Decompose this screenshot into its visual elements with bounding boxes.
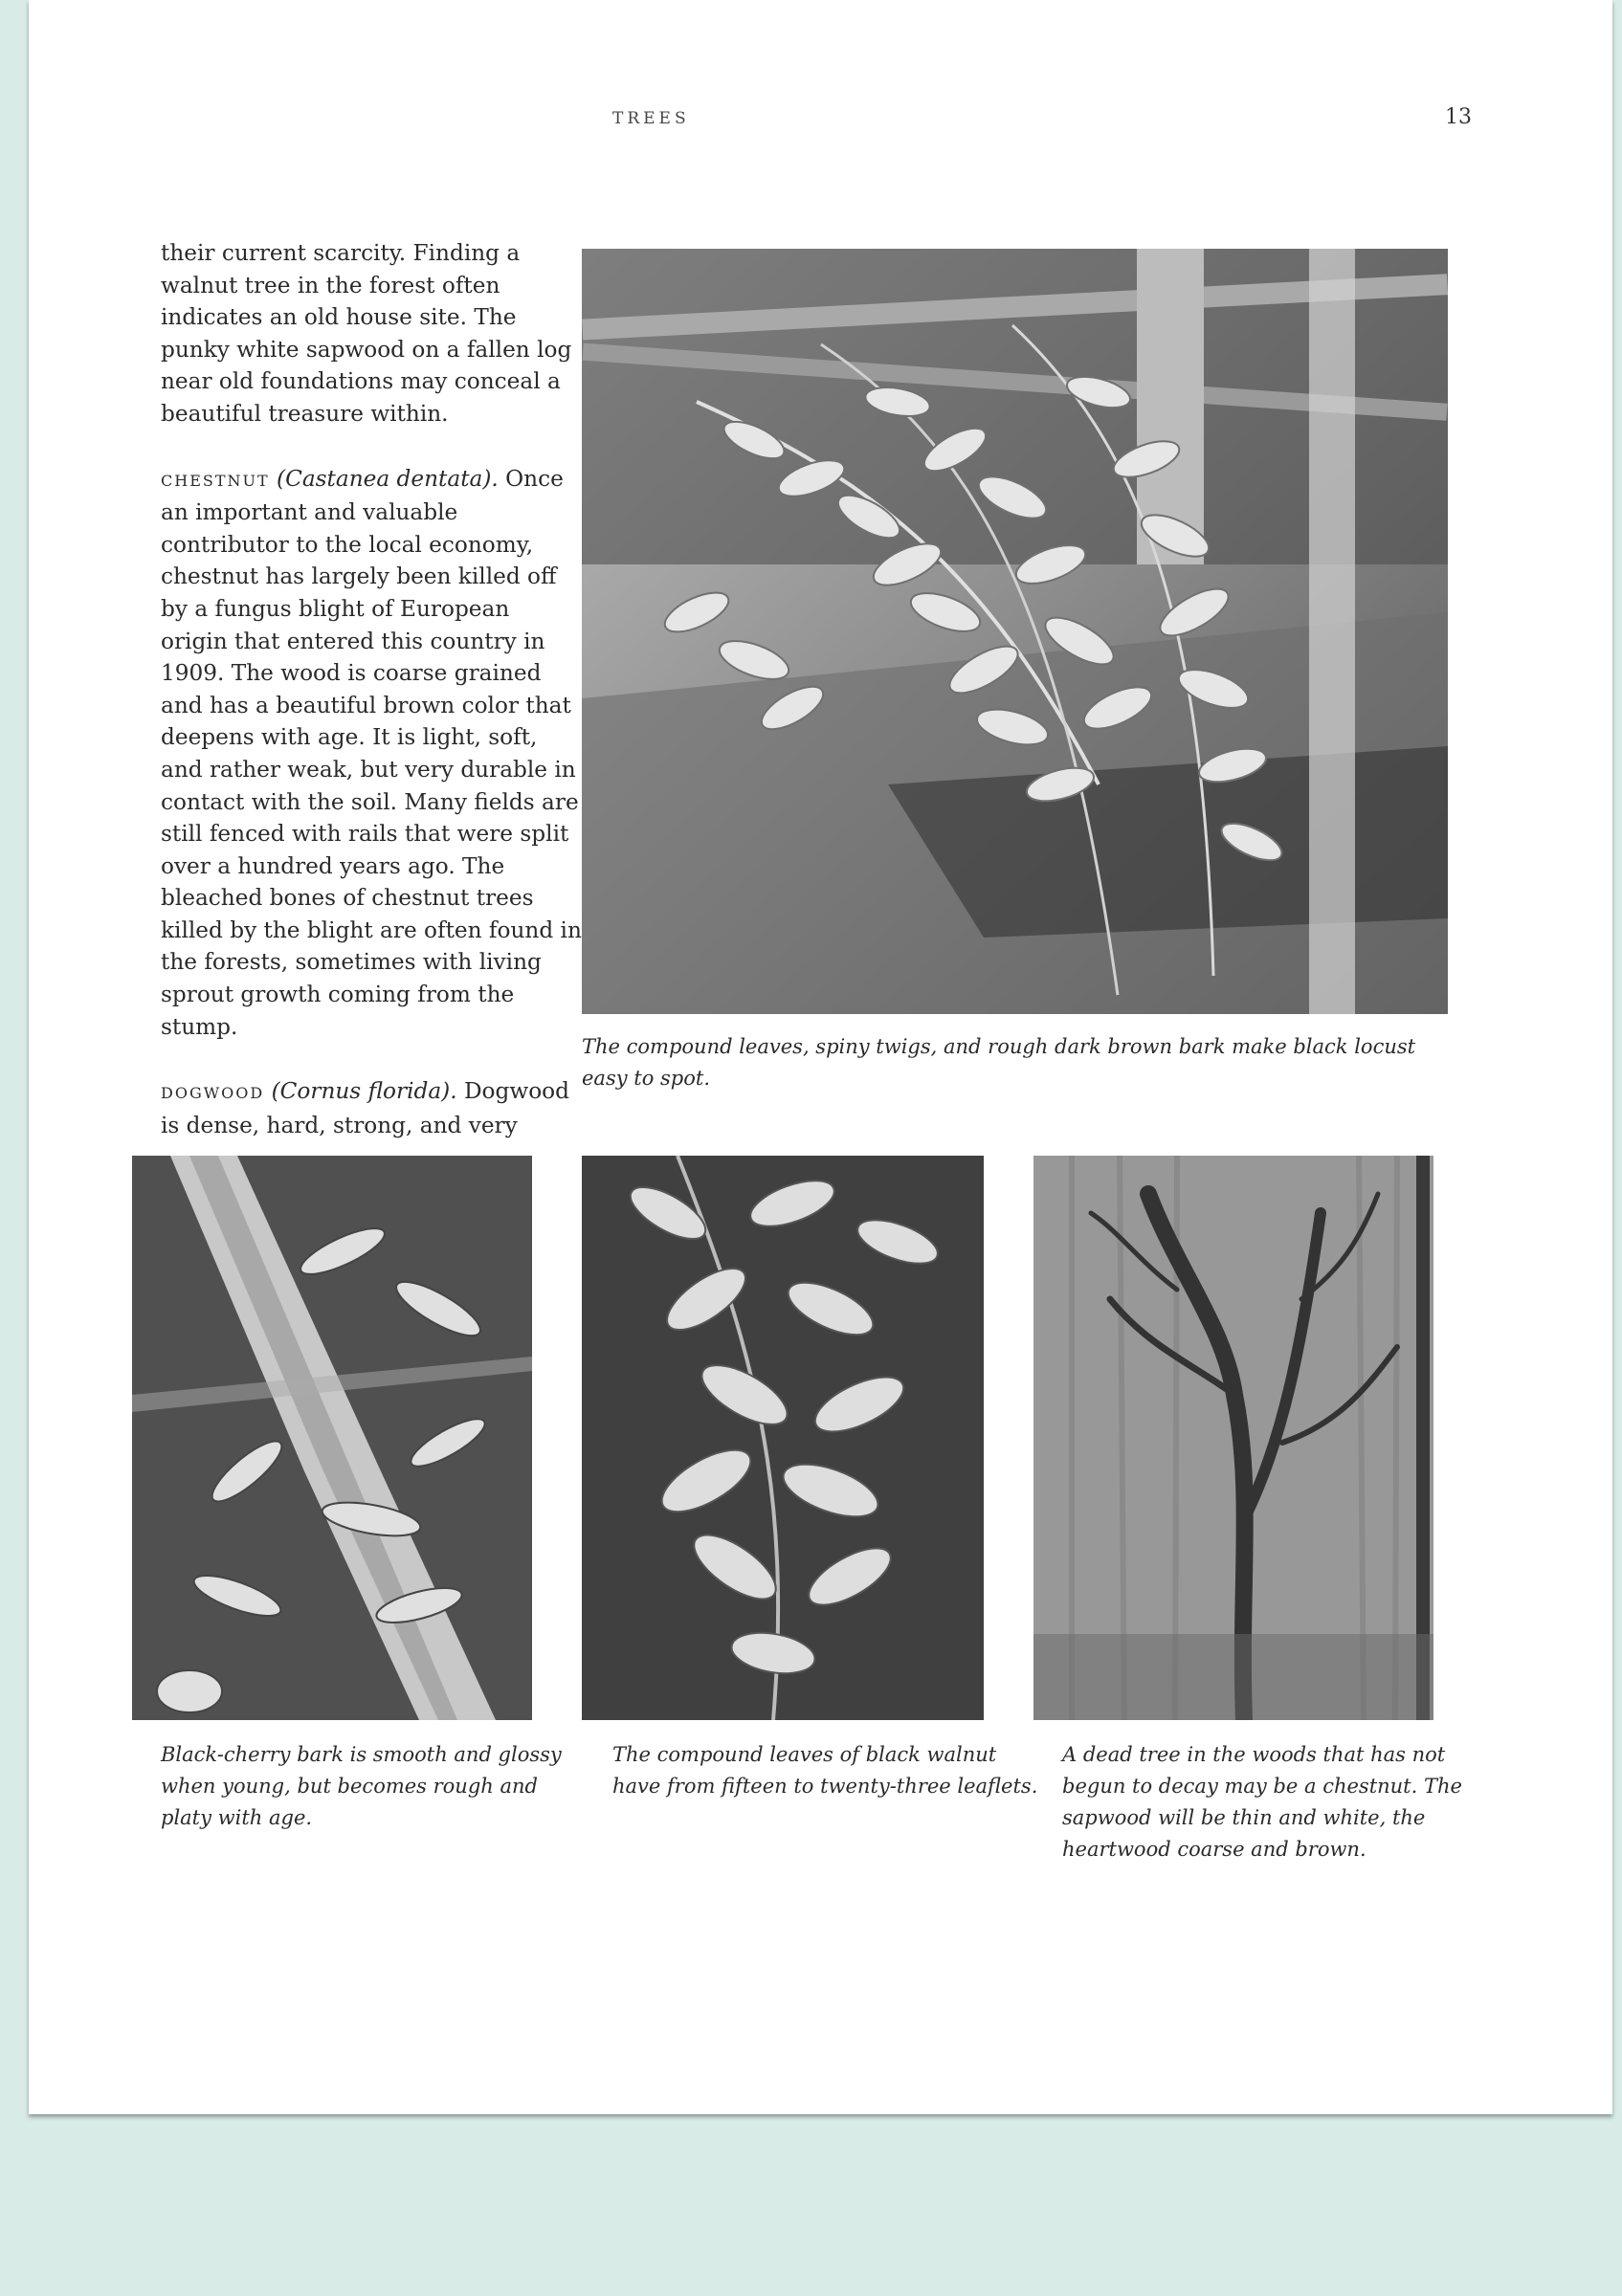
page-number: 13 [1445,105,1472,129]
photo-dead-chestnut [1033,1156,1433,1720]
entry-text-dogwood: Dogwood is dense, hard, strong, and very [161,1078,569,1138]
paragraph-chestnut [161,463,582,1044]
photo-black-cherry [132,1156,532,1720]
running-head: TREES [612,109,690,128]
book-page [29,0,1612,2114]
latin-name-chestnut: (Castanea dentata). [277,465,499,492]
entry-text-chestnut: Once an important and valuable contributor to the local economy, chestnut has largely been killed off by a fungus blight of European origin that entered this country in 1909. The wood is coarse grained and has a beautiful brown color that deepens with age. It is light, soft, and rather weak, but very durable in contact with the soil. Many fields are still fenced with rails that were split over a hundred years ago. The bleached bones of chestnut trees killed by the blight are often found in the forests, sometimes with living sprout growth coming from the stump. [161,465,582,1040]
entry-name-chestnut: CHESTNUT [161,471,270,490]
caption-black-walnut: The compound leaves of black walnut have from fifteen to twenty-three leaflets. [612,1743,1038,1798]
paragraph-dogwood [161,1075,582,1141]
paragraph-walnut: their current scarcity. Finding a walnut tree in the forest often indicates an old house site. The punky white sapwood on a fallen log near old foundations may conceal a beautiful treasure within. [161,240,572,427]
text-column [161,237,582,1174]
photo-black-walnut [582,1156,984,1720]
caption-black-cherry: Black-cherry bark is smooth and glossy when young, but becomes rough and platy with age. [161,1743,562,1829]
photo-black-locust [582,249,1448,1014]
caption-dead-chestnut: A dead tree in the woods that has not begun to decay may be a chestnut. The sapwood will be thin and white, the heartwood coarse and brown. [1062,1743,1462,1861]
entry-name-dogwood: DOGWOOD [161,1084,265,1103]
caption-black-locust: The compound leaves, spiny twigs, and rough dark brown bark make black locust easy to spot. [582,1035,1416,1090]
latin-name-dogwood: (Cornus florida). [271,1078,457,1105]
